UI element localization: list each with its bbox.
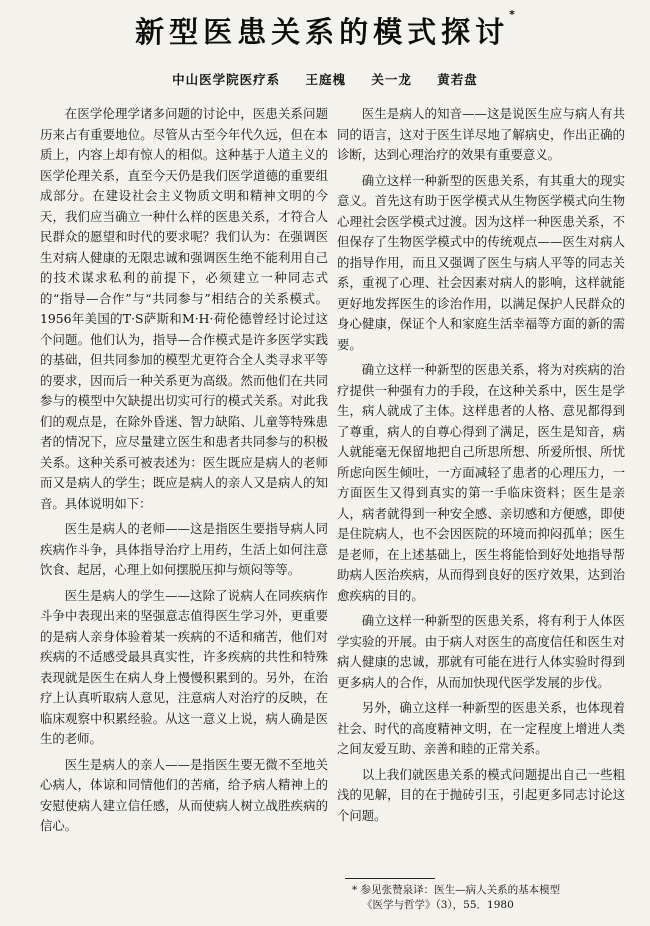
body-paragraph: 医生是病人的老师——这是指医生要指导病人同疾病作斗争，具体指导治疗上用药，生活上如何注意饮食、起居，心理上如何摆脱压抑与烦闷等等。 (40, 521, 328, 577)
left-column (40, 104, 328, 842)
title-text: 新型医患关系的模式探讨 (135, 15, 510, 49)
body-paragraph: 确立这样一种新型的医患关系，将为对疾病的治疗提供一种强有力的手段，在这种关系中，医生是学生，病人就成了主体。这样患者的人格、意见都得到了尊重，病人的自尊心得到了满足，医生是知音，病人就能毫无保留地把自己所思所想、所爱所恨、所忧所虑向医生倾吐，一方面减轻了患者的心理压力，一方面医生又得到真实的第一手临床资料；医生是亲人，病者就得到一种安全感、亲切感和方便感，即使是住院病人，也不会因医院的环境而抑闷孤单；医生是老师，在上述基础上，医生将能恰到好处地指导帮助病人医治疾病，从而得到良好的医疗效果，达到治愈疾病的目的。 (337, 362, 625, 603)
footnote-line: * 参见张赞泉译：医生—病人关系的基本模型 (352, 884, 561, 896)
right-column (337, 104, 625, 831)
article-title (0, 10, 650, 51)
author-affiliation: 中山医学院医疗系 (172, 72, 281, 87)
author-name: 王庭槐 (305, 72, 347, 87)
byline (0, 70, 650, 88)
body-paragraph: 在医学伦理学诸多问题的讨论中，医患关系问题历来占有重要地位。尽管从古至今年代久远，但在本质上，内容上却有惊人的相似。这种基于人道主义的医学伦理关系，直至今天仍是我们医学道德的重要组成部分。在建设社会主义物质文明和精神文明的今天，我们应当确立一种什么样的医患关系，才符合人民群众的愿望和时代的要求呢？我们认为：在强调医生对病人健康的无限忠诚和强调医生绝不能利用自己的技术谋求私利的前提下，必须建立一种同志式的“指导—合作”与“共同参与”相结合的关系模式。1956年美国的T·S萨斯和M·H·荷伦德曾经讨论过这个问题。他们认为，指导—合作模式是许多医学实践的基础，但共同参加的模型尤更符合全人类寻求平等的要求，因而后一种关系更为高级。然而他们在共同参与的模型中欠缺提出切实可行的模式关系。对此我们的观点是，在除外昏迷、智力缺陷、儿童等特殊患者的情况下，应尽量建立医生和患者共同参与的积极关系。这种关系可被表述为：医生既应是病人的老师而又是病人的学生；既应是病人的亲人又是病人的知音。具体说明如下： (40, 106, 328, 511)
body-paragraph: 以上我们就医患关系的模式问题提出自己一些粗浅的见解，目的在于抛砖引玉，引起更多同志讨论这个问题。 (337, 766, 625, 823)
author-name: 黄若盘 (437, 72, 478, 87)
body-paragraph: 确立这样一种新型的医患关系，将有利于人体医学实验的开展。由于病人对医生的高度信任和医生对病人健康的忠诚，那就有可能在进行人体实验时得到更多病人的合作，从而加快现代医学发展的步伐。 (337, 613, 625, 690)
body-paragraph: 医生是病人的学生——这除了说病人在同疾病作斗争中表现出来的坚强意志值得医生学习外，更重要的是病人亲身体验着某一疾病的不适和痛苦，他们对疾病的不适感受最具真实性，许多疾病的共性和特殊表现就是医生在病人身上慢慢积累到的。另外，在治疗上认真听取病人意见，注意病人对治疗的反映，在临床观察中积累经验。从这一意义上说，病人确是医生的老师。 (40, 587, 328, 746)
footnote (352, 883, 622, 913)
footnote-line: 《医学与哲学》（3），55．1980 (362, 899, 514, 911)
author-name: 关一龙 (371, 72, 412, 87)
footnote-divider (345, 878, 435, 879)
body-paragraph: 医生是病人的亲人——是指医生要无微不至地关心病人，体谅和同情他们的苦痛，给予病人精神上的安慰使病人建立信任感，从而使病人树立战胜疾病的信心。 (40, 756, 328, 833)
body-paragraph: 医生是病人的知音——这是说医生应与病人有共同的语言，这对于医生详尽地了解病史，作出正确的诊断，达到心理治疗的效果有重要意义。 (337, 106, 625, 162)
body-paragraph: 确立这样一种新型的医患关系，有其重大的现实意义。首先这有助于医学模式从生物医学模式向生物心理社会医学模式过渡。因为这样一种医患关系，不但保存了生物医学模式中的传统观点——医生对病人的指导作用，而且又强调了医生与病人平等的同志关系，重视了心理、社会因素对病人的影响，这样就能更好地发挥医生的诊治作用，以满足保护人民群众的身心健康，保证个人和家庭生活幸福等方面的新的需要。 (337, 172, 625, 352)
title-footnote-mark: * (509, 8, 515, 21)
body-paragraph: 另外，确立这样一种新型的医患关系，也体现着社会、时代的高度精神文明，在一定程度上增进人类之间友爱互助、亲善和睦的正常关系。 (337, 700, 625, 756)
